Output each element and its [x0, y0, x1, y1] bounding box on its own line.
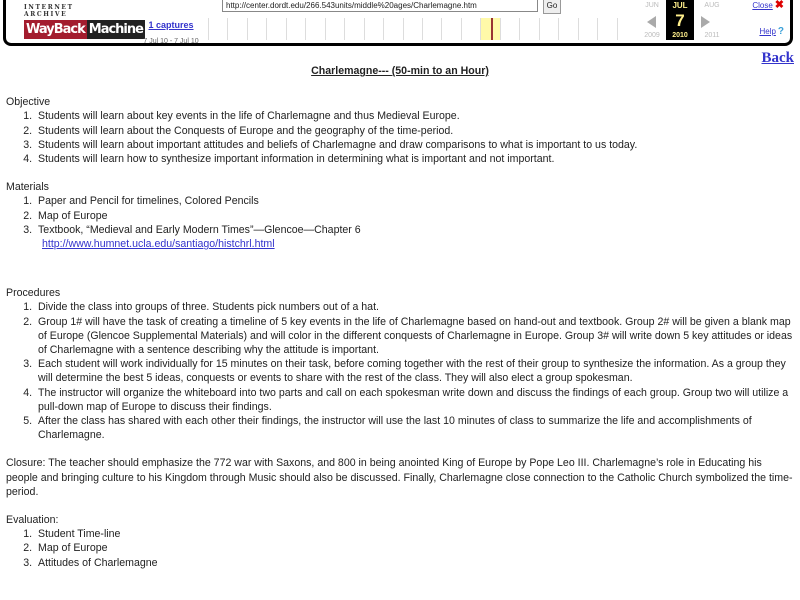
current-year-label: 2010: [672, 32, 688, 39]
timeline-month[interactable]: [286, 18, 305, 40]
list-item: 4. The instructor will organize the whiteboard into two parts and call on each spokesman write down and discuss the findings of each group. Group two will utilize a pull-down map of Europe to discuss their findings.: [35, 386, 794, 414]
timeline-month[interactable]: [247, 18, 266, 40]
procedures-heading: Procedures: [6, 287, 61, 300]
current-month-label: JUL: [672, 1, 688, 10]
list-item: 1. Students will learn about key events in the life of Charlemagne and thus Medieval Europe.: [35, 109, 794, 123]
url-input[interactable]: [222, 0, 538, 12]
materials-list: [6, 194, 794, 237]
capture-timeline[interactable]: [208, 18, 636, 40]
current-date: [666, 0, 694, 40]
timeline-month[interactable]: [500, 18, 519, 40]
evaluation-heading: Evaluation:: [6, 514, 59, 527]
list-item: 2. Map of Europe: [35, 209, 794, 223]
timeline-month[interactable]: [227, 18, 246, 40]
help-link[interactable]: Help: [759, 27, 776, 36]
procedures-list: [6, 300, 794, 442]
list-item: 2. Group 1# will have the task of creating a timeline of 5 key events in the life of Charlemagne based on hand-out and textbook. Group 2# will be given a blank map of Europe (Glencoe Supplemental Materials) and will color in the different conquests of Charlemagne in Europe. Group 3# will write down 5 key attitudes or ideas of Charlemagne with a sentence describing why the attitude is important.: [35, 315, 794, 358]
help-icon[interactable]: ?: [777, 26, 784, 37]
next-month-label: AUG: [704, 2, 720, 9]
timeline-month[interactable]: [266, 18, 285, 40]
logo-machine-text: Machine: [88, 22, 143, 37]
timeline-month[interactable]: [597, 18, 616, 40]
captures-info: [136, 20, 206, 48]
arrow-left-icon[interactable]: [647, 16, 656, 28]
prev-month-label: JUN: [645, 2, 659, 9]
list-item: 1. Paper and Pencil for timelines, Colored Pencils: [35, 194, 794, 208]
timeline-month[interactable]: [441, 18, 460, 40]
timeline-month[interactable]: [403, 18, 422, 40]
timeline-month-current[interactable]: [480, 18, 499, 40]
back-link[interactable]: Back: [761, 50, 794, 66]
timeline-month[interactable]: [383, 18, 402, 40]
timeline-month[interactable]: [364, 18, 383, 40]
resource-link[interactable]: http://www.humnet.ucla.edu/santiago/histchrl.html: [42, 238, 275, 251]
timeline-month[interactable]: [344, 18, 363, 40]
list-item: 2. Students will learn about the Conquests of Europe and the geography of the time-period.: [35, 124, 794, 138]
timeline-month[interactable]: [519, 18, 538, 40]
help-control[interactable]: [759, 26, 784, 37]
timeline-month[interactable]: [539, 18, 558, 40]
close-control[interactable]: [752, 0, 784, 11]
list-item: 3. Textbook, “Medieval and Early Modern Times”—Glencoe—Chapter 6: [35, 223, 794, 237]
arrow-right-icon[interactable]: [701, 16, 710, 28]
timeline-month[interactable]: [558, 18, 577, 40]
objective-list: [6, 109, 794, 166]
page-title: Charlemagne--- (50-min to an Hour): [311, 65, 489, 77]
captures-range: 7 Jul 10 - 7 Jul 10: [143, 38, 199, 45]
list-item: 3. Attitudes of Charlemagne: [35, 556, 794, 570]
materials-heading: Materials: [6, 181, 49, 194]
captures-link[interactable]: 1 captures: [148, 20, 194, 30]
timeline-month[interactable]: [208, 18, 227, 40]
wayback-toolbar: [3, 0, 793, 46]
list-item: 4. Students will learn how to synthesize important information in determining what is important and not important.: [35, 152, 794, 166]
list-item: 3. Students will learn about important attitudes and beliefs of Charlemagne and draw comparisons to what is important to us today.: [35, 138, 794, 152]
wayback-logo[interactable]: [24, 4, 143, 39]
next-year-label[interactable]: 2011: [704, 32, 720, 39]
logo-wayback-text: WayBack: [26, 22, 85, 37]
timeline-month[interactable]: [325, 18, 344, 40]
timeline-month[interactable]: [305, 18, 324, 40]
next-month[interactable]: [698, 0, 726, 39]
current-day-label: 7: [675, 11, 685, 30]
objective-heading: Objective: [6, 96, 51, 109]
prev-month[interactable]: [638, 0, 666, 39]
lesson-document: [6, 64, 794, 570]
timeline-month[interactable]: [617, 18, 636, 40]
list-item: 2. Map of Europe: [35, 541, 794, 555]
close-link[interactable]: Close: [752, 1, 773, 10]
list-item: 1. Student Time-line: [35, 527, 794, 541]
timeline-month[interactable]: [461, 18, 480, 40]
evaluation-list: [6, 527, 794, 570]
timeline-month[interactable]: [422, 18, 441, 40]
prev-year-label[interactable]: 2009: [644, 32, 660, 39]
list-item: 5. After the class has shared with each other their findings, the instructor will use the last 10 minutes of class to summarize the life and accomplishments of Charlemagne.: [35, 414, 794, 442]
list-item: 3. Each student will work individually for 15 minutes on their task, before coming together with the rest of their group to synthesize the information. As a group they will determine the best 5 ideas, conquests or events to share with the rest of the class. They will also elect a group spokesman.: [35, 357, 794, 385]
go-button[interactable]: Go: [543, 0, 561, 14]
close-icon[interactable]: ✖: [774, 0, 784, 11]
list-item: 1. Divide the class into groups of three. Students pick numbers out of a hat.: [35, 300, 794, 314]
logo-internet-archive-text: INTERNET ARCHIVE: [24, 4, 74, 18]
closure-paragraph: Closure: The teacher should emphasize the 772 war with Saxons, and 800 in being anointed King of Europe by Pope Leo III. Charlemagne’s role in Educating his people and bringing culture to his Kingdom through Music should also be discussed. Finally, Charlemagne close connection to the Catholic Church symbolized the time-period.: [6, 457, 793, 498]
timeline-month[interactable]: [578, 18, 597, 40]
